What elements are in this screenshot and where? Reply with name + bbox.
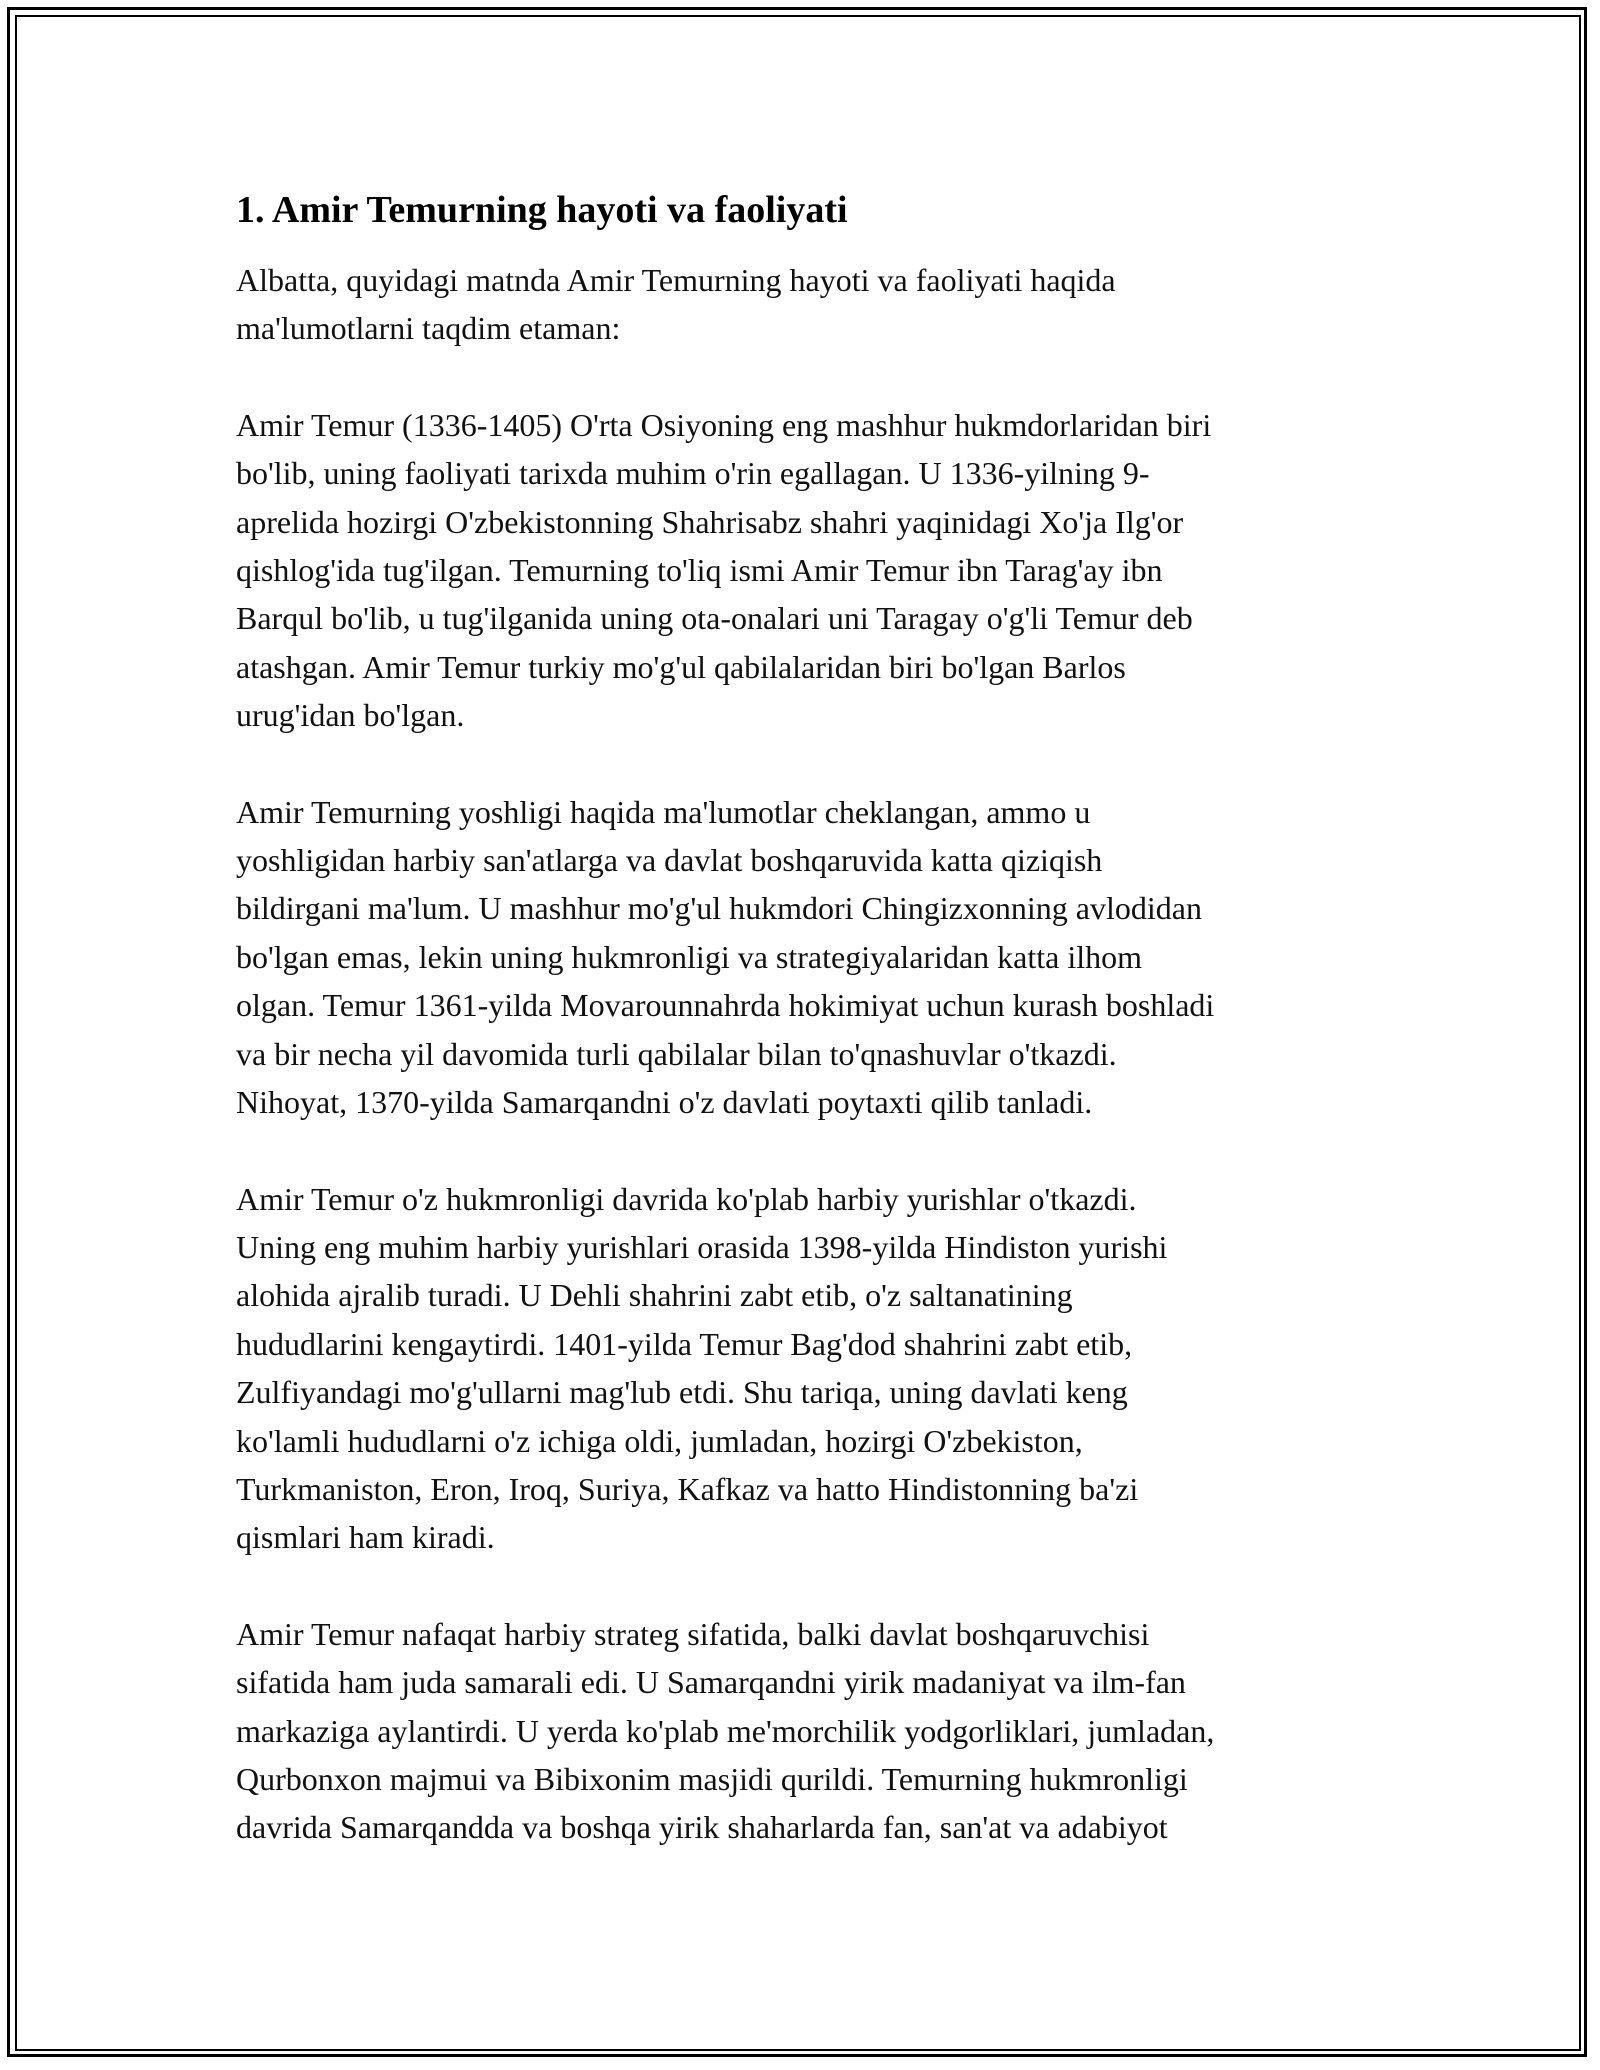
document-body [236,186,1366,1900]
paragraph-campaigns: Amir Temur o'z hukmronligi davrida ko'plab harbiy yurishlar o'tkazdi. Uning eng muhim harbiy yurishlari orasida 1398-yilda Hindiston yurishi alohida ajralib turadi. U Dehli shahrini zabt etib, o'z saltanatining hududlarini kengaytirdi. 1401-yilda Temur Bag'dod shahrini zabt etib, Zulfiyandagi mo'g'ullarni mag'lub etdi. Shu tariqa, uning davlati keng ko'lamli hududlarni o'z ichiga oldi, jumladan, hozirgi O'zbekiston, Turkmaniston, Eron, Iroq, Suriya, Kafkaz va hatto Hindistonning ba'zi qismlari ham kiradi. [236,1180,1168,1556]
paragraph-intro: Albatta, quyidagi matnda Amir Temurning hayoti va faoliyati haqida ma'lumotlarni taqdim etaman: [236,262,1116,347]
paragraph-governance: Amir Temur nafaqat harbiy strateg sifatida, balki davlat boshqaruvchisi sifatida ham juda samarali edi. U Samarqandni yirik madaniyat va ilm-fan markaziga aylantirdi. U yerda ko'plab me'morchilik yodgorliklari, jumladan, Qurbonxon majmui va Bibixonim masjidi qurildi. Temurning hukmronligi davrida Samarqandda va boshqa yirik shaharlarda fan, san'at va adabiyot [236,1615,1215,1846]
section-heading: 1. Amir Temurning hayoti va faoliyati [236,189,848,231]
paragraph-birth: Amir Temur (1336-1405) O'rta Osiyoning eng mashhur hukmdorlaridan biri bo'lib, uning faoliyati tarixda muhim o'rin egallagan. U 1336-yilning 9- aprelida hozirgi O'zbekistonning Shahrisabz shahri yaqinidagi Xo'ja Ilg'or qishlog'ida tug'ilgan. Temurning to'liq ismi Amir Temur ibn Tarag'ay ibn Barqul bo'lib, u tug'ilganida uning ota-onalari uni Taragay o'g'li Temur deb atashgan. Amir Temur turkiy mo'g'ul qabilalaridan biri bo'lgan Barlos urug'idan bo'lgan. [236,406,1212,734]
paragraph-youth: Amir Temurning yoshligi haqida ma'lumotlar cheklangan, ammo u yoshligidan harbiy san'atlarga va davlat boshqaruvida katta qiziqish bildirgani ma'lum. U mashhur mo'g'ul hukmdori Chingizxonning avlodidan bo'lgan emas, lekin uning hukmronligi va strategiyalaridan katta ilhom olgan. Temur 1361-yilda Movarounnahrda hokimiyat uchun kurash boshladi va bir necha yil davomida turli qabilalar bilan to'qnashuvlar o'tkazdi. Nihoyat, 1370-yilda Samarqandni o'z davlati poytaxti qilib tanladi. [236,793,1215,1121]
